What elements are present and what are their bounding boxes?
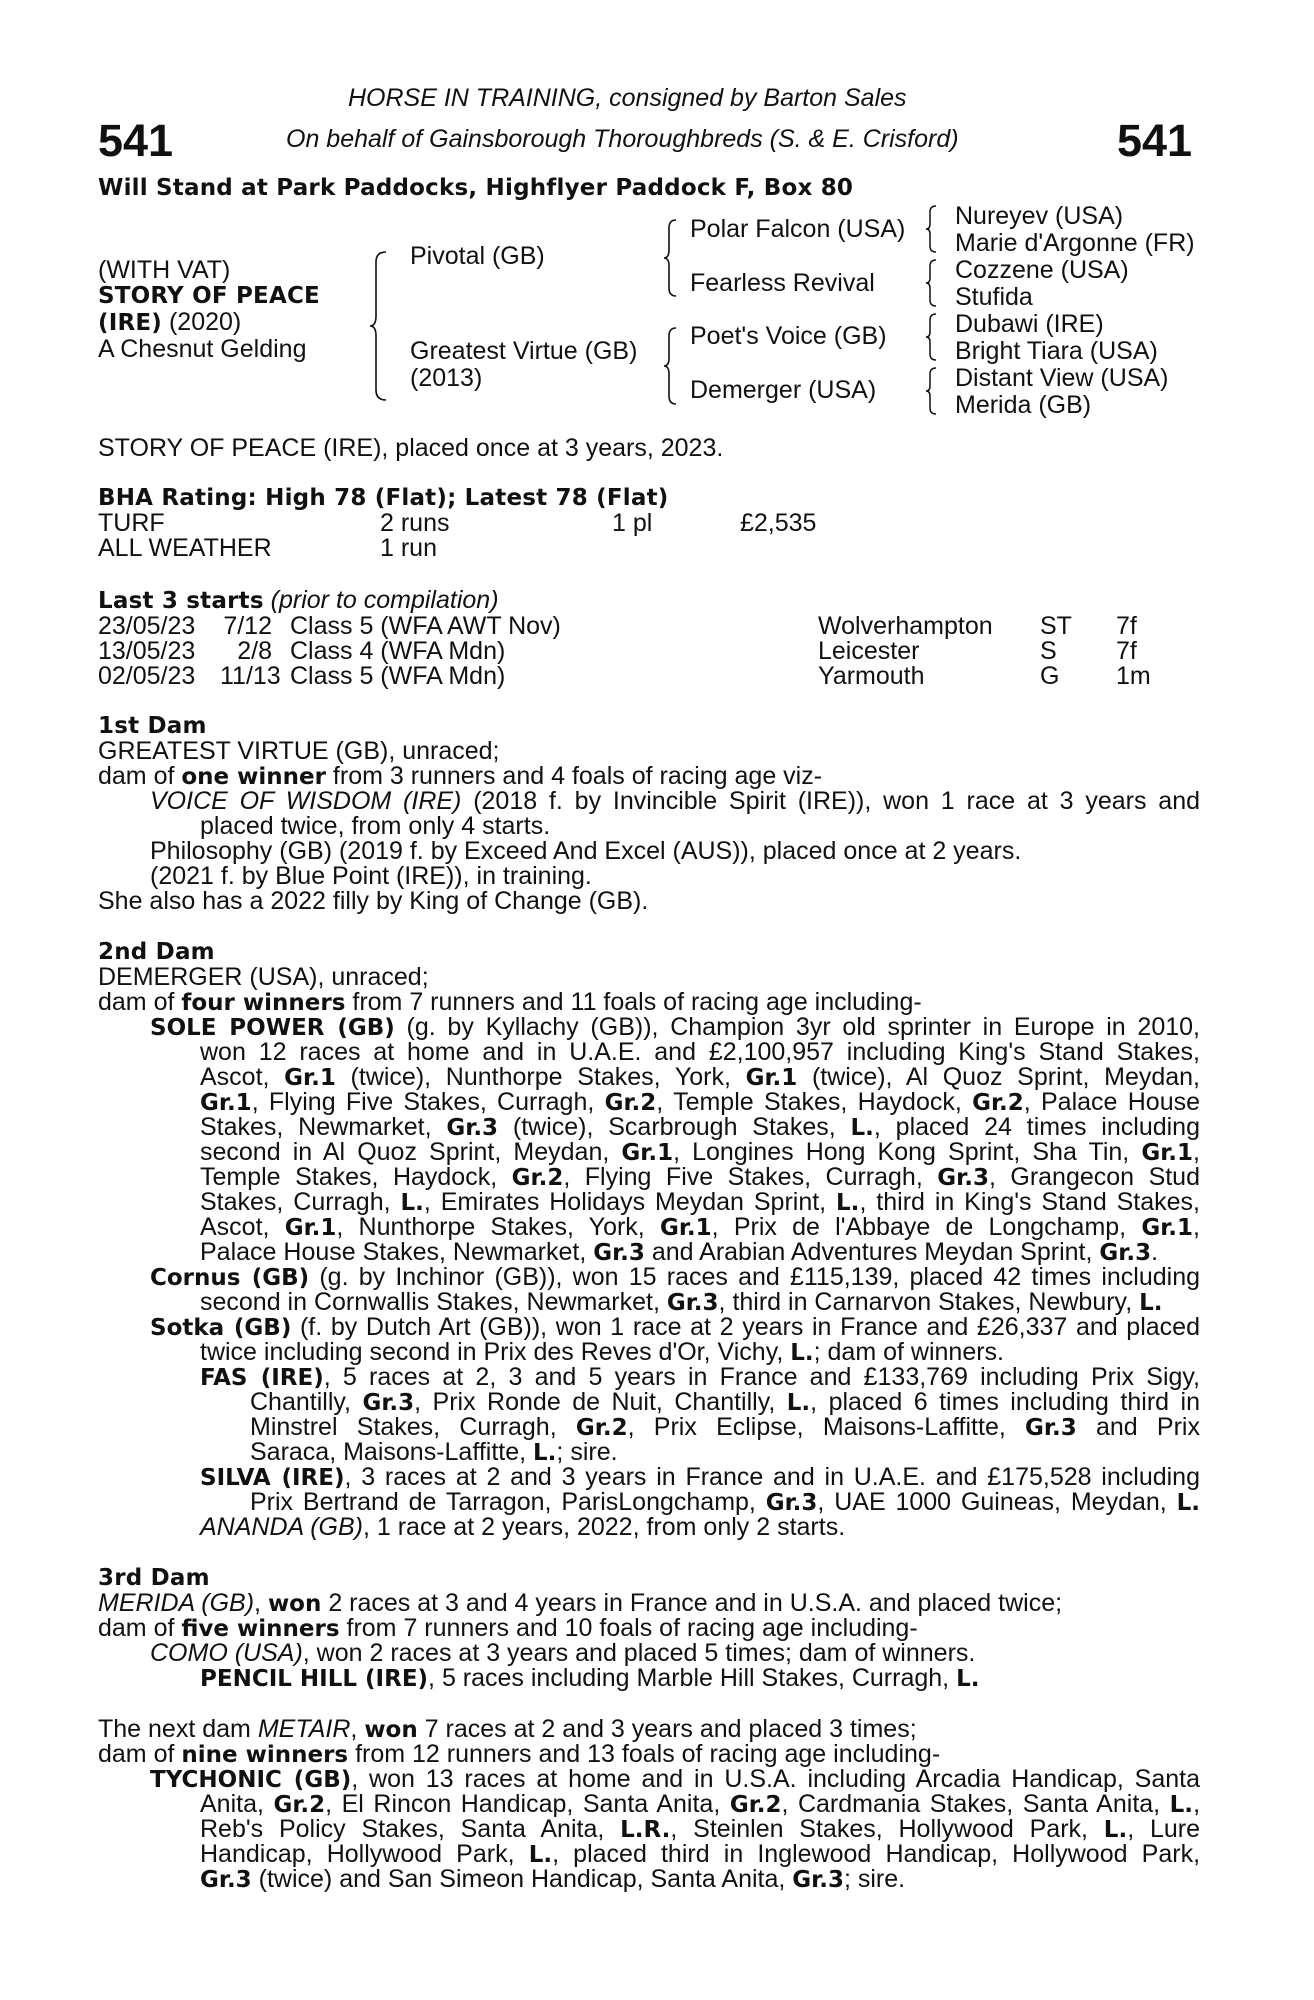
pedigree-brace-gg1 — [924, 204, 940, 254]
pedigree-ggparent-3: Cozzene (USA) — [955, 256, 1129, 284]
race-summary: STORY OF PEACE (IRE), placed once at 3 years, 2023. — [98, 434, 724, 462]
start-position: 2/8 — [237, 637, 272, 665]
all-weather-label: ALL WEATHER — [98, 534, 272, 562]
third-dam-produce: dam of five winners from 7 runners and 10 foals of racing age including- — [98, 1614, 918, 1642]
text-line: second in Cornwallis Stakes, Newmarket, Gr.3, third in Carnarvon Stakes, Newbury, L. — [200, 1288, 1163, 1316]
turf-prize: £2,535 — [740, 509, 817, 537]
third-dam-line: MERIDA (GB), won 2 races at 3 and 4 years in France and in U.S.A. and placed twice; — [98, 1589, 1063, 1617]
text-line: SOLE POWER (GB) (g. by Kyllachy (GB)), Champion 3yr old sprinter in Europe in 2010, — [150, 1013, 1200, 1041]
progeny-2021: (2021 f. by Blue Point (IRE)), in training. — [150, 862, 592, 890]
start-course: Yarmouth — [818, 662, 925, 690]
text-line: Handicap, Hollywood Park, L., placed third in Inglewood Handicap, Hollywood Park, — [200, 1840, 1201, 1868]
start-course: Wolverhampton — [818, 612, 993, 640]
second-dam-heading: 2nd Dam — [98, 939, 215, 965]
pedigree-dam: Greatest Virtue (GB) — [410, 337, 638, 365]
first-dam-line: GREATEST VIRTUE (GB), unraced; — [98, 737, 500, 765]
pedigree-dam-sire: Poet's Voice (GB) — [690, 322, 887, 350]
pedigree-brace-main — [368, 250, 390, 402]
text-line: Palace House Stakes, Newmarket, Gr.3 and Arabian Adventures Meydan Sprint, Gr.3. — [200, 1238, 1159, 1266]
start-date: 23/05/23 — [98, 612, 196, 640]
pedigree-ggparent-8: Merida (GB) — [955, 391, 1092, 419]
pedigree-brace-sire — [662, 218, 680, 298]
start-distance: 7f — [1116, 637, 1137, 665]
text-line: Prix Bertrand de Tarragon, ParisLongchamp, Gr.3, UAE 1000 Guineas, Meydan, L. — [250, 1488, 1200, 1516]
progeny-ananda: ANANDA (GB), 1 race at 2 years, 2022, from only 2 starts. — [200, 1513, 846, 1541]
text-line: Chantilly, Gr.3, Prix Ronde de Nuit, Chantilly, L., placed 6 times including third in — [250, 1388, 1200, 1416]
text-line: FAS (IRE), 5 races at 2, 3 and 5 years in France and £133,769 including Prix Sigy, — [200, 1363, 1200, 1391]
start-race: Class 5 (WFA AWT Nov) — [290, 612, 561, 640]
start-race: Class 5 (WFA Mdn) — [290, 662, 506, 690]
text-line: Saraca, Maisons-Laffitte, L.; sire. — [250, 1438, 618, 1466]
second-dam-line: DEMERGER (USA), unraced; — [98, 963, 429, 991]
pedigree-brace-gg3 — [924, 312, 940, 362]
next-dam-line: The next dam METAIR, won 7 races at 2 and 3 years and placed 3 times; — [98, 1715, 917, 1743]
start-distance: 1m — [1116, 662, 1151, 690]
consignment-line-1: HORSE IN TRAINING, consigned by Barton Sales — [348, 84, 907, 112]
all-weather-runs: 1 run — [380, 534, 437, 562]
text-line: won 12 races at home and in U.A.E. and £2,100,957 including King's Stand Stakes, — [200, 1038, 1200, 1066]
horse-name: STORY OF PEACE — [98, 283, 320, 309]
text-line: Sotka (GB) (f. by Dutch Art (GB)), won 1 race at 2 years in France and £26,337 and placed — [150, 1313, 1200, 1341]
second-dam-produce: dam of four winners from 7 runners and 11 foals of racing age including- — [98, 988, 922, 1016]
first-dam-note: She also has a 2022 filly by King of Change (GB). — [98, 887, 649, 915]
start-going: G — [1040, 662, 1060, 690]
first-dam-heading: 1st Dam — [98, 713, 207, 739]
lot-number-right: 541 — [1117, 115, 1193, 166]
horse-description: A Chesnut Gelding — [98, 335, 307, 363]
start-date: 02/05/23 — [98, 662, 196, 690]
progeny-como: COMO (USA), won 2 races at 3 years and placed 5 times; dam of winners. — [150, 1639, 976, 1667]
vat-status: (WITH VAT) — [98, 256, 231, 284]
next-dam-produce: dam of nine winners from 12 runners and 13 foals of racing age including- — [98, 1740, 941, 1768]
start-course: Leicester — [818, 637, 920, 665]
text-line: twice including second in Prix des Reves d'Or, Vichy, L.; dam of winners. — [200, 1338, 1004, 1366]
pedigree-dam-year: (2013) — [410, 364, 483, 392]
pedigree-ggparent-7: Distant View (USA) — [955, 364, 1169, 392]
pedigree-sire-sire: Polar Falcon (USA) — [690, 215, 906, 243]
lot-number-left: 541 — [98, 115, 174, 166]
last-starts-heading: Last 3 starts (prior to compilation) — [98, 586, 499, 614]
progeny-voice-of-wisdom-cont: placed twice, from only 4 starts. — [200, 812, 551, 840]
start-position: 7/12 — [223, 612, 272, 640]
first-dam-produce: dam of one winner from 3 runners and 4 foals of racing age viz- — [98, 762, 823, 790]
consignment-line-2: On behalf of Gainsborough Thoroughbreds (S. & E. Crisford) — [286, 125, 959, 153]
pedigree-ggparent-5: Dubawi (IRE) — [955, 310, 1104, 338]
text-line: Anita, Gr.2, El Rincon Handicap, Santa Anita, Gr.2, Cardmania Stakes, Santa Anita, L., — [200, 1790, 1201, 1818]
pedigree-sire: Pivotal (GB) — [410, 242, 545, 270]
pedigree-dam-dam: Demerger (USA) — [690, 376, 877, 404]
text-line: TYCHONIC (GB), won 13 races at home and in U.S.A. including Arcadia Handicap, Santa — [150, 1765, 1200, 1793]
pedigree-brace-gg2 — [924, 258, 940, 308]
text-line: Gr.3 (twice) and San Simeon Handicap, Santa Anita, Gr.3; sire. — [200, 1865, 906, 1893]
turf-label: TURF — [98, 509, 165, 537]
text-line: Stakes, Newmarket, Gr.3 (twice), Scarbrough Stakes, L., placed 24 times including — [200, 1113, 1200, 1141]
text-line: Temple Stakes, Haydock, Gr.2, Flying Five Stakes, Curragh, Gr.3, Grangecon Stud — [200, 1163, 1200, 1191]
text-line: second in Al Quoz Sprint, Meydan, Gr.1, Longines Hong Kong Sprint, Sha Tin, Gr.1, — [200, 1138, 1200, 1166]
progeny-voice-of-wisdom: VOICE OF WISDOM (IRE) (2018 f. by Invincible Spirit (IRE)), won 1 race at 3 years and — [150, 787, 1201, 815]
text-line: Ascot, Gr.1, Nunthorpe Stakes, York, Gr.1, Prix de l'Abbaye de Longchamp, Gr.1, — [200, 1213, 1200, 1241]
pedigree-sire-dam: Fearless Revival — [690, 269, 875, 297]
horse-origin-year: (IRE) (2020) — [98, 308, 242, 336]
text-line: Minstrel Stakes, Curragh, Gr.2, Prix Eclipse, Maisons-Laffitte, Gr.3 and Prix — [250, 1413, 1200, 1441]
text-line: Stakes, Curragh, L., Emirates Holidays Meydan Sprint, L., third in King's Stand Stakes, — [200, 1188, 1201, 1216]
pedigree-brace-dam — [662, 326, 680, 406]
start-date: 13/05/23 — [98, 637, 196, 665]
pedigree-ggparent-6: Bright Tiara (USA) — [955, 337, 1158, 365]
progeny-philosophy: Philosophy (GB) (2019 f. by Exceed And Excel (AUS)), placed once at 2 years. — [150, 837, 1022, 865]
turf-runs: 2 runs — [380, 509, 450, 537]
text-line: SILVA (IRE), 3 races at 2 and 3 years in France and in U.A.E. and £175,528 including — [200, 1463, 1200, 1491]
text-line: Cornus (GB) (g. by Inchinor (GB)), won 15 races and £115,139, placed 42 times including — [150, 1263, 1200, 1291]
text-line: Ascot, Gr.1 (twice), Nunthorpe Stakes, York, Gr.1 (twice), Al Quoz Sprint, Meydan, — [200, 1063, 1200, 1091]
start-race: Class 4 (WFA Mdn) — [290, 637, 506, 665]
start-distance: 7f — [1116, 612, 1137, 640]
progeny-pencil-hill: PENCIL HILL (IRE), 5 races including Marble Hill Stakes, Curragh, L. — [200, 1664, 980, 1692]
pedigree-ggparent-2: Marie d'Argonne (FR) — [955, 229, 1195, 257]
text-line: Reb's Policy Stakes, Santa Anita, L.R., Steinlen Stakes, Hollywood Park, L., Lure — [200, 1815, 1200, 1843]
text-line: Gr.1, Flying Five Stakes, Curragh, Gr.2, Temple Stakes, Haydock, Gr.2, Palace House — [200, 1088, 1200, 1116]
pedigree-ggparent-4: Stufida — [955, 283, 1033, 311]
bha-rating: BHA Rating: High 78 (Flat); Latest 78 (Flat) — [98, 485, 669, 511]
stand-location: Will Stand at Park Paddocks, Highflyer Paddock F, Box 80 — [98, 175, 854, 201]
third-dam-heading: 3rd Dam — [98, 1565, 210, 1591]
turf-placed: 1 pl — [612, 509, 653, 537]
pedigree-brace-gg4 — [924, 366, 940, 416]
pedigree-ggparent-1: Nureyev (USA) — [955, 202, 1124, 230]
start-position: 11/13 — [220, 662, 281, 690]
start-going: S — [1040, 637, 1057, 665]
start-going: ST — [1040, 612, 1072, 640]
